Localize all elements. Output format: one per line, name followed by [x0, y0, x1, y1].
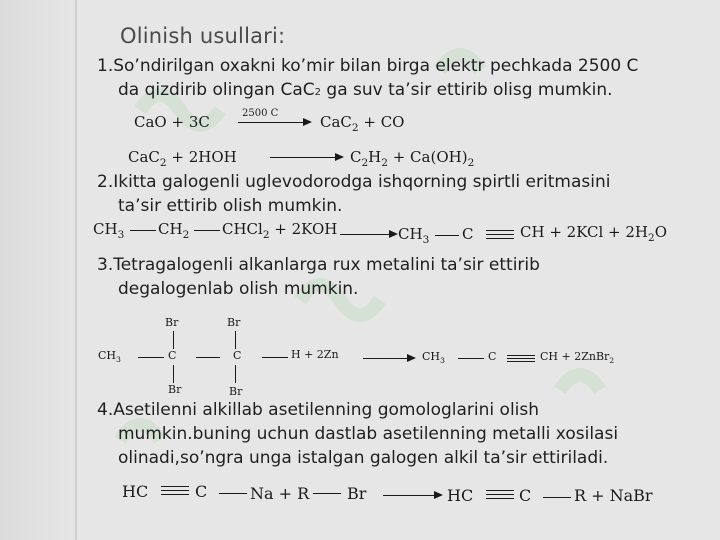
- eq3-bond-3: [435, 235, 459, 236]
- eq4-p-ch3-text: CH: [422, 350, 441, 363]
- eq5-na-r: Na + R: [250, 484, 310, 503]
- eq3-p-c: C: [462, 225, 474, 243]
- eq3-chcl2-sub: 2: [262, 229, 270, 241]
- eq3-ch3-text: CH: [93, 220, 118, 238]
- eq3-ch2: [158, 220, 189, 241]
- eq3-triple-3: [486, 238, 514, 239]
- eq5-bond-1: [219, 493, 247, 494]
- method-4-line-1: 4.Asetilenni alkillab asetilenning gomologlarini olish: [97, 400, 540, 420]
- eq4-bond-1: [138, 357, 164, 358]
- eq5-triple-5: [486, 494, 514, 495]
- eq3-chcl2: [222, 220, 337, 241]
- eq4-vbond-4: [235, 365, 236, 383]
- eq3-ch3: [93, 220, 124, 241]
- eq3-p-ch3-sub: 3: [422, 234, 430, 246]
- method-4-line-2: mumkin.buning uchun dastlab asetilenning metalli xosilasi: [118, 424, 619, 444]
- eq3-triple-1: [486, 230, 514, 231]
- eq2-right: [350, 148, 474, 169]
- eq1-arrow-head: [303, 118, 312, 126]
- eq4-vbond-3: [173, 365, 174, 383]
- eq5-arrow: [383, 495, 435, 496]
- method-1-text: [97, 54, 697, 105]
- eq4-br-bottom-1: Br: [168, 383, 182, 396]
- eq4-br-top-2: Br: [227, 316, 241, 329]
- eq3-p-rest: [520, 223, 667, 244]
- method-2-text: [97, 170, 697, 218]
- eq4-arrow-head: [407, 354, 416, 362]
- method-1-line-2b: ga suv ta’sir ettirib olisg mumkin.: [321, 80, 613, 100]
- eq5-triple-4: [486, 490, 514, 491]
- eq3-bond-2: [194, 230, 220, 231]
- eq5-p-rest: R + NaBr: [574, 486, 653, 505]
- method-1-line-2: [97, 78, 697, 105]
- eq3-ch3-sub: 3: [117, 229, 125, 241]
- eq3-reagent: + 2KOH: [269, 220, 338, 238]
- eq3-p-ch3-text: CH: [398, 225, 423, 243]
- eq3-chcl2-text: CHCl: [222, 220, 263, 238]
- eq3-arrow: [340, 234, 390, 235]
- eq5-triple-3: [161, 494, 189, 495]
- eq4-bond-2: [196, 357, 220, 358]
- eq4-triple-3: [507, 361, 535, 362]
- eq2-left-a: CaC: [128, 148, 160, 166]
- eq4-p-rest-text: CH + 2ZnBr: [540, 350, 610, 363]
- eq2-right-sub2: 2: [381, 157, 388, 169]
- eq2-left-b: + 2HOH: [166, 148, 237, 166]
- method-2-line-2: ta’sir ettirib olish mumkin.: [118, 196, 343, 216]
- method-4-text: [97, 398, 697, 470]
- eq5-p-hc: HC: [447, 486, 474, 505]
- eq4-p-rest: [540, 350, 614, 365]
- eq3-p-rest-sub: 2: [648, 232, 655, 244]
- eq3-arrow-head: [389, 230, 398, 238]
- eq3-triple-2: [486, 234, 514, 235]
- method-3-text: [97, 253, 697, 301]
- eq4-arrow: [363, 358, 408, 359]
- eq4-p-ch3-sub: 3: [440, 356, 445, 366]
- eq2-right-sub3: 2: [467, 157, 475, 169]
- eq1-arrow: [238, 122, 304, 123]
- eq2-arrow-head: [335, 153, 344, 161]
- eq1-right: [320, 113, 404, 134]
- method-3-line-2: degalogenlab olish mumkin.: [118, 279, 359, 299]
- eq4-triple-1: [507, 355, 535, 356]
- eq5-p-c: C: [519, 486, 532, 505]
- eq2-right-sub1: 2: [361, 157, 369, 169]
- eq5-triple-1: [161, 486, 189, 487]
- eq1-right-a: CaC: [320, 113, 352, 131]
- eq3-p-rest-end: O: [654, 223, 668, 241]
- eq4-p-c: C: [488, 350, 497, 363]
- eq1-right-sub: 2: [351, 122, 359, 134]
- eq5-bond-3: [543, 497, 571, 498]
- eq4-bond-3: [262, 357, 288, 358]
- eq2-right-b: H: [368, 148, 382, 166]
- eq4-p-ch3: [422, 350, 445, 365]
- slide-title: Olinish usullari:: [120, 24, 286, 48]
- eq4-br-top-1: Br: [165, 316, 179, 329]
- eq3-ch2-sub: 2: [182, 229, 190, 241]
- eq2-right-a: C: [350, 148, 362, 166]
- eq5-triple-6: [486, 498, 514, 499]
- eq2-left: [128, 148, 237, 169]
- method-4-line-3: olinadi,so’ngra unga istalgan galogen alkil ta’sir ettiriladi.: [118, 448, 609, 468]
- eq4-ch3: [98, 349, 121, 364]
- eq4-c2: C: [233, 349, 242, 362]
- eq4-vbond-2: [235, 331, 236, 349]
- eq2-right-c: + Ca(OH): [387, 148, 468, 166]
- eq4-c1: C: [168, 349, 177, 362]
- method-3-line-1: 3.Tetragalogenli alkanlarga rux metalini ta’sir ettirib: [97, 255, 540, 275]
- method-1-line-2-sub: 2: [314, 87, 322, 98]
- eq4-bond-4: [458, 358, 484, 359]
- method-1-line-2a: da qizdirib olingan CaC: [118, 80, 315, 100]
- eq4-p-rest-sub: 2: [609, 356, 615, 366]
- eq3-bond-1: [130, 230, 156, 231]
- eq5-hc: HC: [122, 482, 149, 501]
- eq4-ch3-text: CH: [98, 349, 117, 362]
- eq2-left-sub: 2: [159, 157, 167, 169]
- eq5-arrow-head: [434, 491, 443, 499]
- eq4-ch3-sub: 3: [116, 355, 121, 365]
- eq1-left: CaO + 3C: [134, 113, 210, 131]
- eq5-br: Br: [347, 484, 367, 503]
- eq4-vbond-1: [173, 331, 174, 349]
- eq4-br-bottom-2: Br: [229, 385, 243, 398]
- eq4-triple-2: [507, 358, 535, 359]
- eq2-arrow: [270, 157, 336, 158]
- eq5-bond-2: [313, 493, 341, 494]
- eq4-h-zn: H + 2Zn: [291, 348, 339, 361]
- eq3-p-ch3: [398, 225, 429, 246]
- method-1-line-1: 1.So’ndirilgan oxakni ko’mir bilan birga elektr pechkada 2500 C: [97, 56, 639, 76]
- eq3-ch2-text: CH: [158, 220, 183, 238]
- eq1-condition: 2500 C: [242, 108, 279, 119]
- eq5-c: C: [195, 482, 208, 501]
- method-2-line-1: 2.Ikitta galogenli uglevodorodga ishqorning spirtli eritmasini: [97, 172, 611, 192]
- eq3-p-rest-text: CH + 2KCl + 2H: [520, 223, 649, 241]
- eq1-right-b: + CO: [358, 113, 405, 131]
- eq5-triple-2: [161, 490, 189, 491]
